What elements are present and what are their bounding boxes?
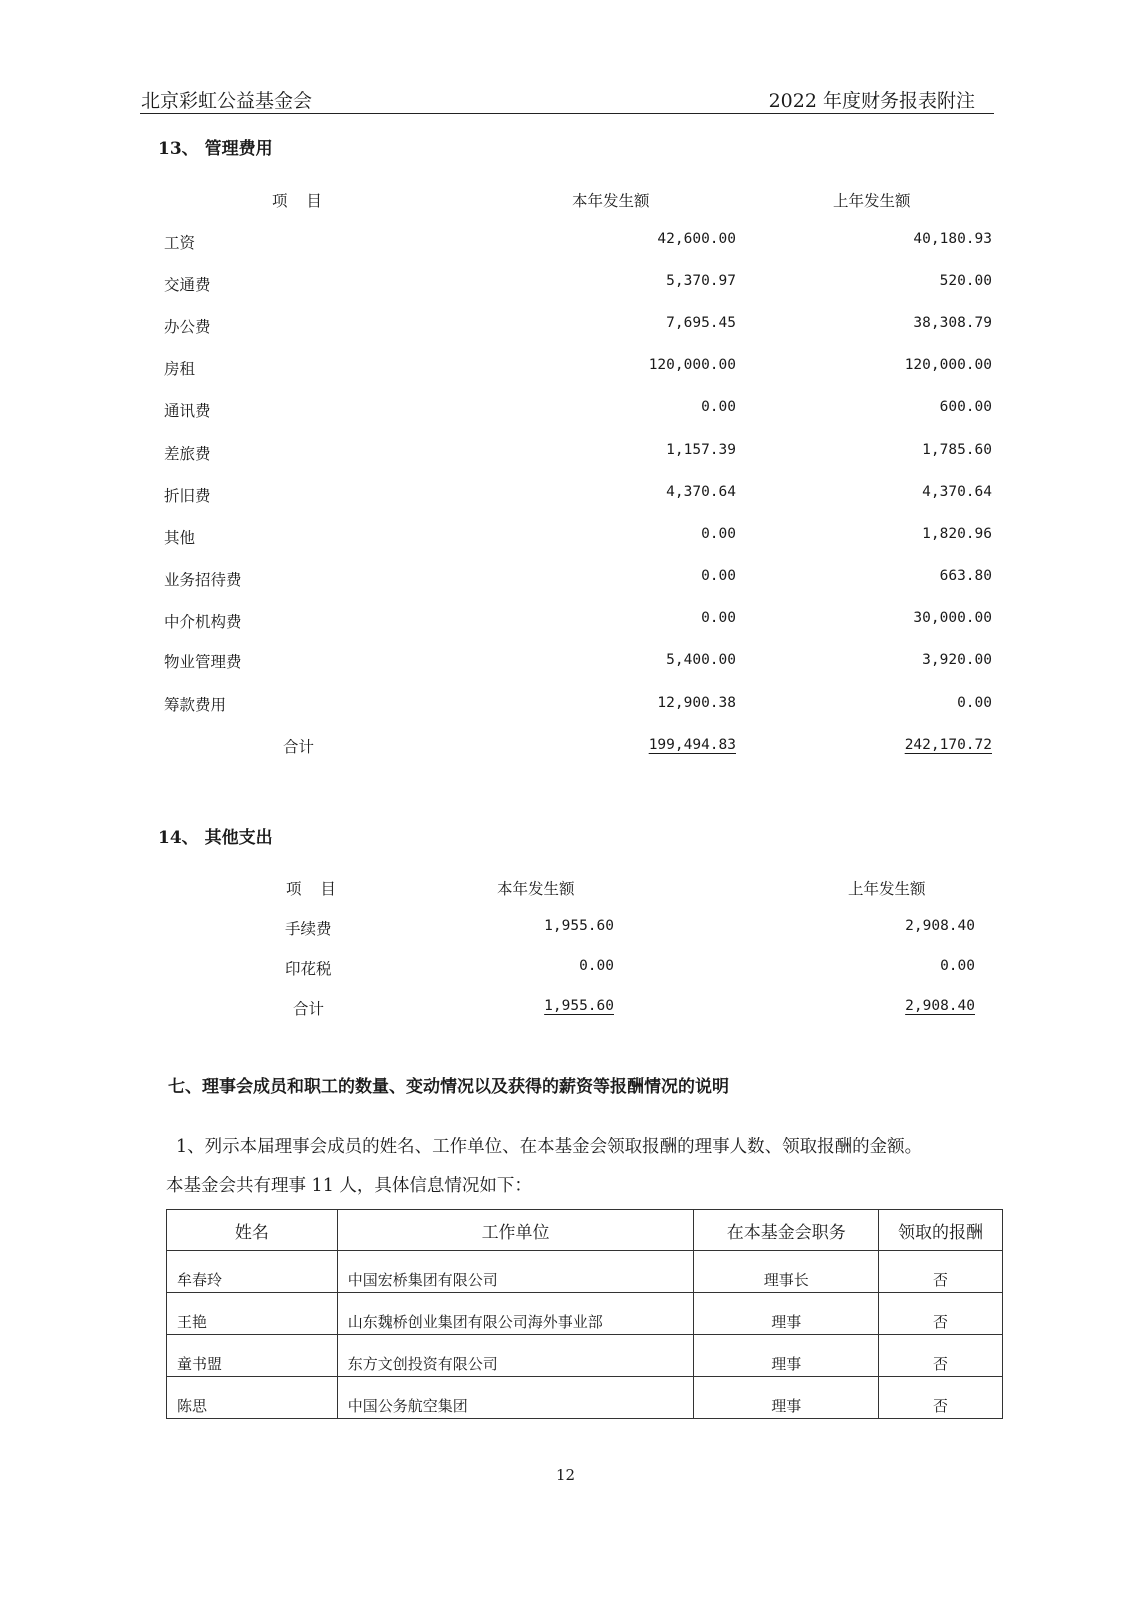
director-remuneration: 否 bbox=[879, 1377, 1003, 1419]
col-header-position: 在本基金会职务 bbox=[694, 1210, 879, 1251]
director-row bbox=[167, 1251, 1003, 1293]
sec13-item: 筹款费用 bbox=[164, 696, 227, 714]
sec13-col-previous: 上年发生额 bbox=[833, 192, 911, 210]
director-name: 王艳 bbox=[167, 1293, 338, 1335]
sec13-item: 中介机构费 bbox=[164, 613, 242, 631]
section-14-title: 14、 其他支出 bbox=[158, 828, 273, 848]
col-header-name: 姓名 bbox=[167, 1210, 338, 1251]
sec13-item: 差旅费 bbox=[164, 445, 211, 463]
director-table bbox=[166, 1209, 1003, 1419]
director-name: 牟春玲 bbox=[167, 1251, 338, 1293]
sec13-col-current: 本年发生额 bbox=[572, 192, 650, 210]
sec14-previous: 2,908.40 bbox=[905, 918, 975, 934]
sec14-col-previous: 上年发生额 bbox=[848, 880, 926, 898]
sec14-col-item: 项 目 bbox=[286, 880, 336, 898]
sec13-previous: 40,180.93 bbox=[913, 231, 992, 247]
sec13-current: 4,370.64 bbox=[666, 484, 736, 500]
sec13-total-previous: 242,170.72 bbox=[904, 737, 992, 753]
sec13-previous: 1,820.96 bbox=[922, 526, 992, 542]
sec14-total-previous: 2,908.40 bbox=[905, 998, 975, 1014]
sec13-total-current: 199,494.83 bbox=[648, 737, 736, 753]
sec13-current: 42,600.00 bbox=[657, 231, 736, 247]
sec13-previous: 0.00 bbox=[957, 695, 992, 711]
director-name: 童书盟 bbox=[167, 1335, 338, 1377]
sec13-item: 物业管理费 bbox=[164, 653, 242, 671]
sec13-current: 1,157.39 bbox=[666, 442, 736, 458]
director-table-header bbox=[167, 1210, 1003, 1251]
section-7-paragraph-line-1: 1、列示本届理事会成员的姓名、工作单位、在本基金会领取报酬的理事人数、领取报酬的金额。 bbox=[176, 1137, 923, 1157]
director-remuneration: 否 bbox=[879, 1335, 1003, 1377]
sec13-previous: 38,308.79 bbox=[913, 315, 992, 331]
sec13-item: 业务招待费 bbox=[164, 571, 242, 589]
sec13-current: 0.00 bbox=[701, 568, 736, 584]
director-employer: 山东魏桥创业集团有限公司海外事业部 bbox=[337, 1293, 694, 1335]
sec13-previous: 120,000.00 bbox=[904, 357, 992, 373]
director-row bbox=[167, 1335, 1003, 1377]
sec13-item: 房租 bbox=[164, 360, 196, 378]
sec14-current: 1,955.60 bbox=[544, 918, 614, 934]
director-position: 理事 bbox=[694, 1293, 879, 1335]
sec13-current: 0.00 bbox=[701, 399, 736, 415]
sec13-current: 5,370.97 bbox=[666, 273, 736, 289]
sec13-current: 0.00 bbox=[701, 526, 736, 542]
sec14-total-label: 合计 bbox=[293, 1000, 325, 1018]
section-7-title: 七、理事会成员和职工的数量、变动情况以及获得的薪资等报酬情况的说明 bbox=[168, 1077, 729, 1097]
sec14-col-current: 本年发生额 bbox=[497, 880, 575, 898]
director-remuneration: 否 bbox=[879, 1251, 1003, 1293]
sec13-item: 通讯费 bbox=[164, 402, 211, 420]
sec14-item: 印花税 bbox=[285, 960, 332, 978]
sec14-previous: 0.00 bbox=[940, 958, 975, 974]
sec13-previous: 520.00 bbox=[939, 273, 992, 289]
sec13-previous: 663.80 bbox=[939, 568, 992, 584]
director-employer: 中国公务航空集团 bbox=[337, 1377, 694, 1419]
sec13-previous: 600.00 bbox=[939, 399, 992, 415]
sec13-current: 5,400.00 bbox=[666, 652, 736, 668]
col-header-remuneration: 领取的报酬 bbox=[879, 1210, 1003, 1251]
sec13-item: 折旧费 bbox=[164, 487, 211, 505]
page-number: 12 bbox=[555, 1466, 576, 1484]
director-position: 理事长 bbox=[694, 1251, 879, 1293]
sec14-total-current: 1,955.60 bbox=[544, 998, 614, 1014]
sec13-item: 办公费 bbox=[164, 318, 211, 336]
director-employer: 东方文创投资有限公司 bbox=[337, 1335, 694, 1377]
col-header-employer: 工作单位 bbox=[337, 1210, 694, 1251]
sec14-item: 手续费 bbox=[285, 920, 332, 938]
sec13-current: 7,695.45 bbox=[666, 315, 736, 331]
director-row bbox=[167, 1377, 1003, 1419]
sec13-current: 120,000.00 bbox=[648, 357, 736, 373]
sec13-previous: 4,370.64 bbox=[922, 484, 992, 500]
sec13-item: 交通费 bbox=[164, 276, 211, 294]
header-doc-title: 2022 年度财务报表附注 bbox=[768, 90, 975, 112]
director-remuneration: 否 bbox=[879, 1293, 1003, 1335]
director-name: 陈思 bbox=[167, 1377, 338, 1419]
sec13-current: 12,900.38 bbox=[657, 695, 736, 711]
header-rule bbox=[140, 113, 994, 114]
sec13-col-item: 项 目 bbox=[272, 192, 322, 210]
sec13-total-label: 合计 bbox=[283, 738, 315, 756]
section-13-title: 13、 管理费用 bbox=[158, 139, 273, 159]
sec13-previous: 3,920.00 bbox=[922, 652, 992, 668]
sec13-item: 其他 bbox=[164, 529, 196, 547]
sec14-current: 0.00 bbox=[579, 958, 614, 974]
sec13-item: 工资 bbox=[164, 234, 196, 252]
director-employer: 中国宏桥集团有限公司 bbox=[337, 1251, 694, 1293]
header-org-name: 北京彩虹公益基金会 bbox=[141, 90, 313, 112]
director-position: 理事 bbox=[694, 1335, 879, 1377]
sec13-current: 0.00 bbox=[701, 610, 736, 626]
sec13-previous: 30,000.00 bbox=[913, 610, 992, 626]
section-7-paragraph-line-2: 本基金会共有理事 11 人，具体信息情况如下： bbox=[166, 1176, 532, 1196]
director-position: 理事 bbox=[694, 1377, 879, 1419]
director-row bbox=[167, 1293, 1003, 1335]
sec13-previous: 1,785.60 bbox=[922, 442, 992, 458]
